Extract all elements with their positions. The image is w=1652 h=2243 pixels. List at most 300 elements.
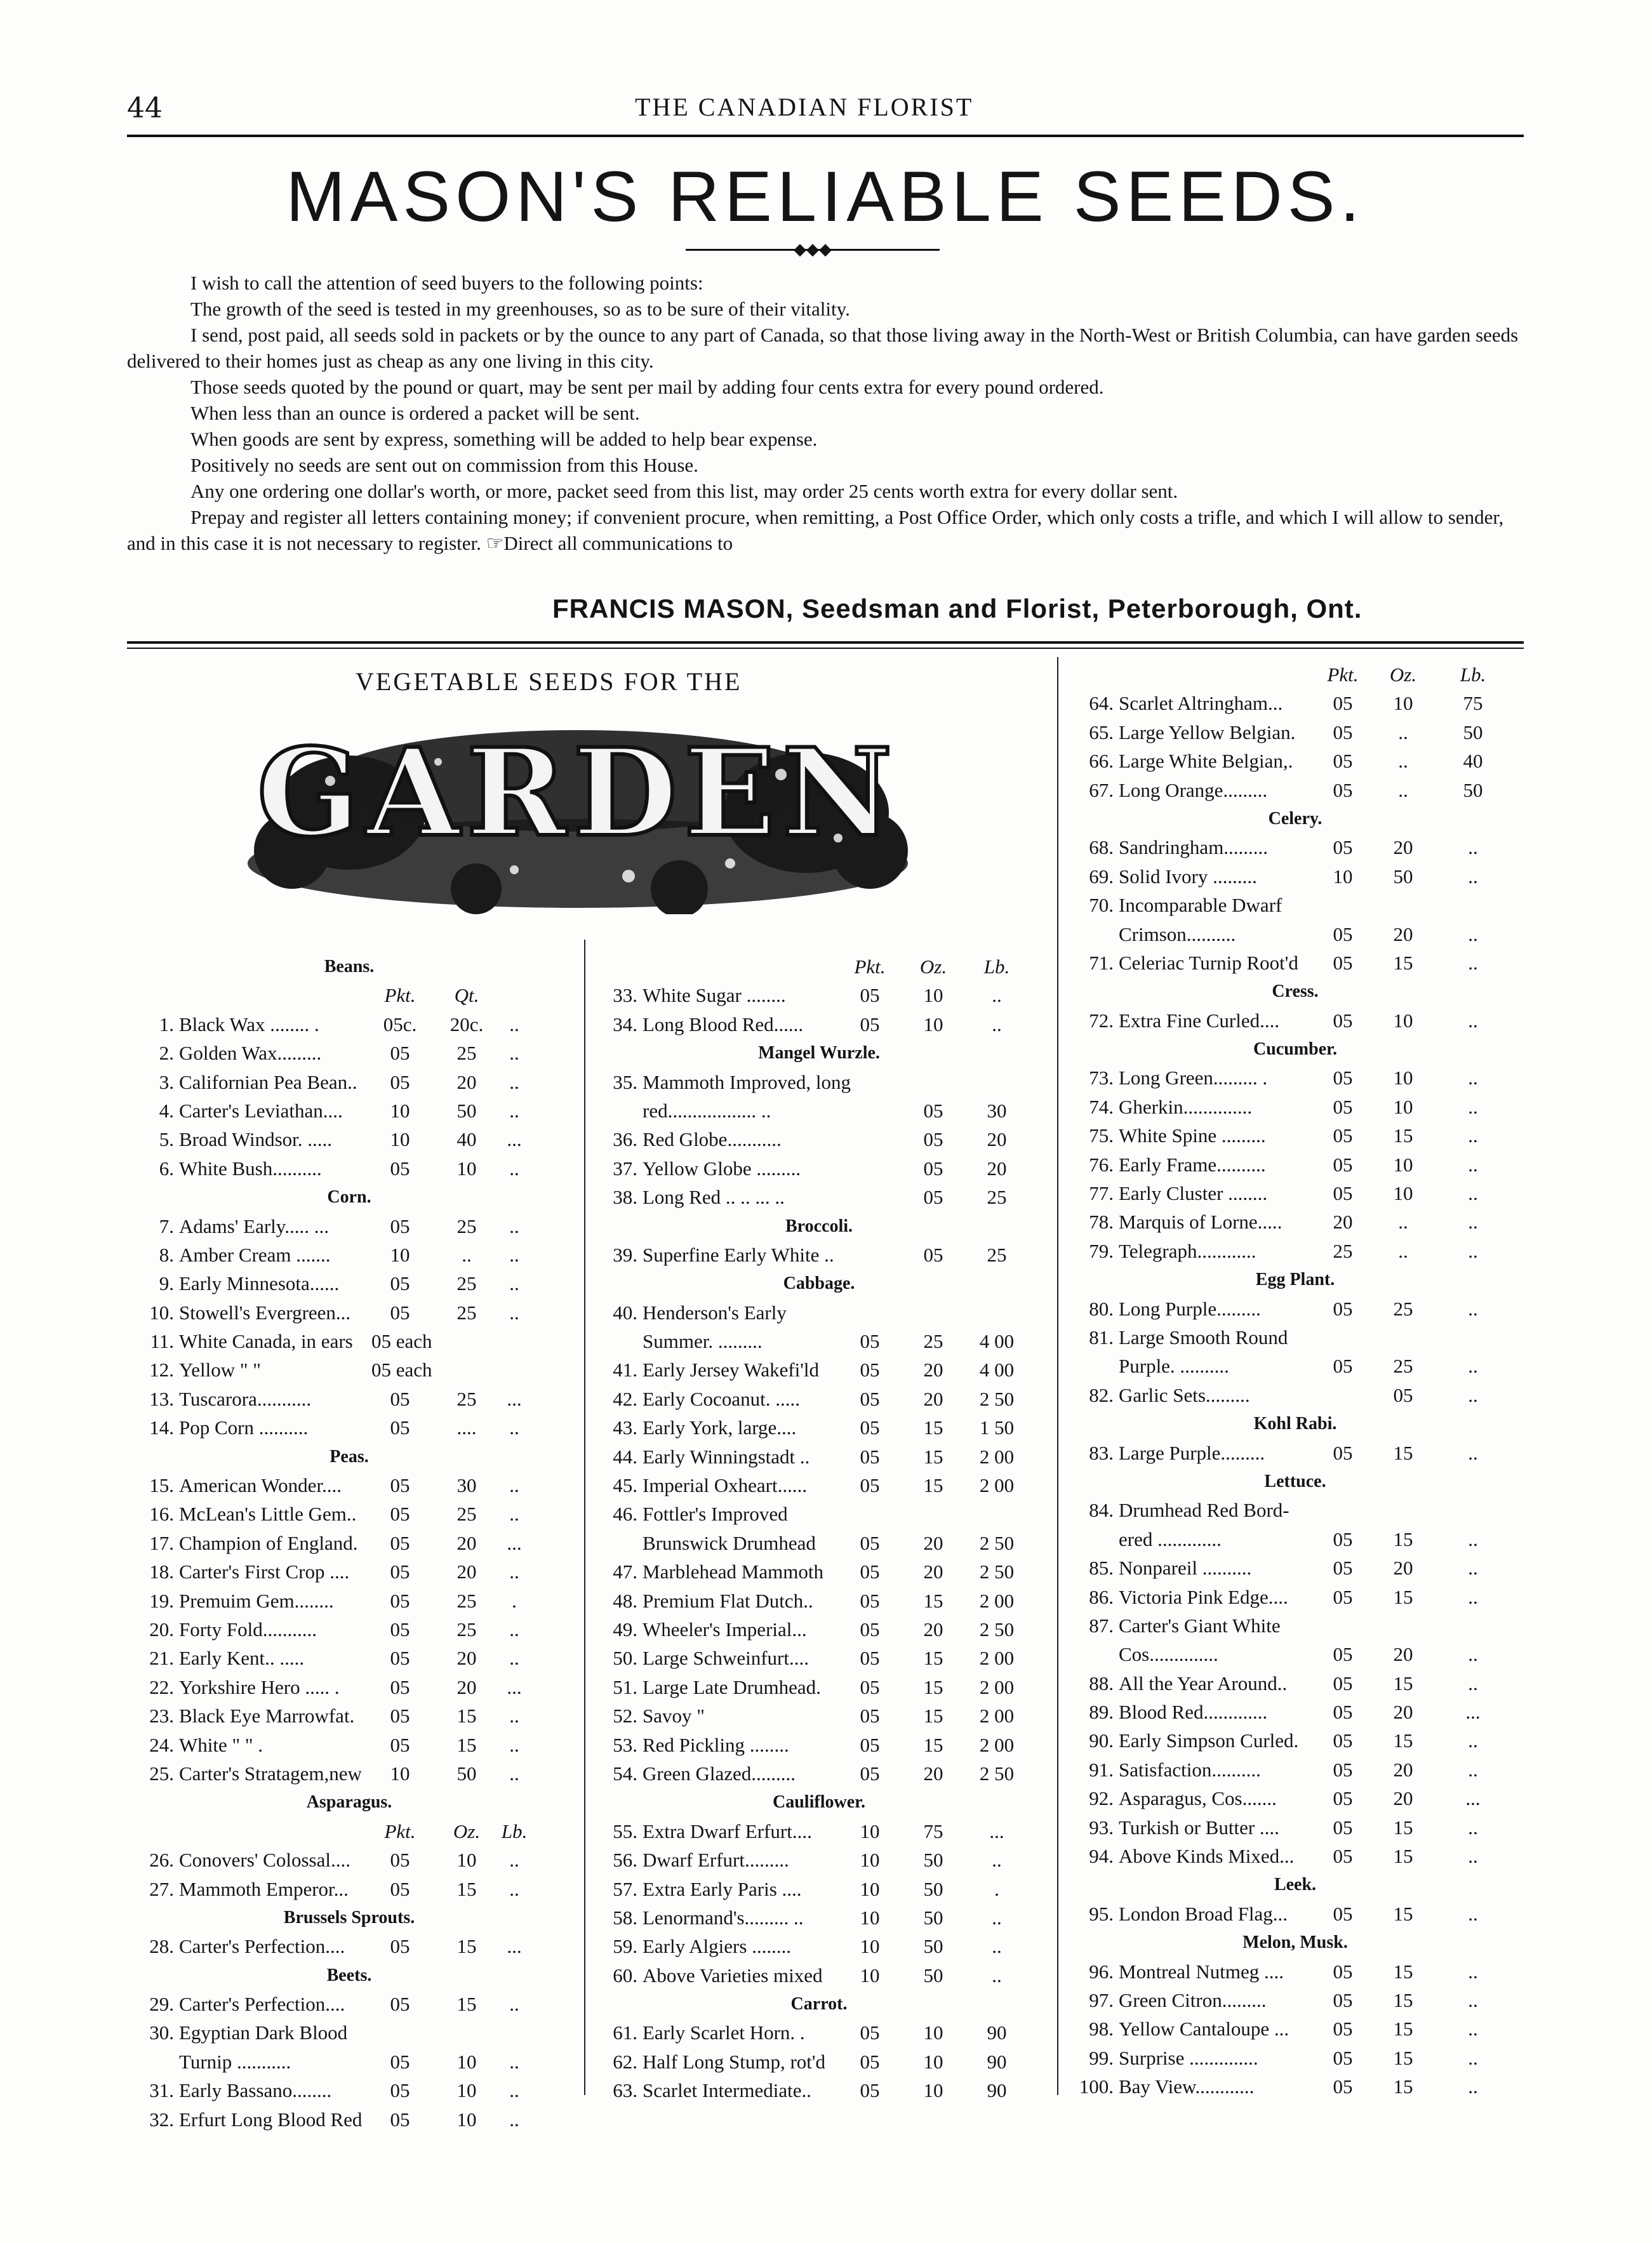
seed-name: Large Schweinfurt.... [643,1647,809,1670]
item-number: 29. [149,1993,174,2016]
seed-row [1067,1726,1524,1755]
price-pound: 2 00 [979,1647,1015,1670]
price-pound: .. [992,1964,1002,1987]
price-ounce: 15 [923,1675,943,1698]
price-packet: 05 [1333,692,1353,715]
seed-name: Premium Flat Dutch.. [643,1589,813,1612]
price-packet: 05 [390,1733,410,1756]
seed-name: Large Yellow Belgian. [1119,721,1296,743]
seed-row [590,1701,1048,1730]
item-number: 5. [159,1128,174,1151]
category-name: Kohl Rabi. [1253,1414,1337,1434]
item-number: 88. [1089,1672,1114,1694]
category-name: Cauliflower. [773,1792,865,1813]
price-pound: .. [509,1993,519,2016]
seed-name: Long Orange......... [1119,778,1268,801]
item-number: 14. [149,1416,174,1439]
seed-row [590,2076,1048,2105]
seed-name: Early Frame.......... [1119,1153,1266,1176]
seed-name: Turkish or Butter .... [1119,1816,1279,1839]
seed-row [590,1442,1048,1471]
seed-name: Broad Windsor. ..... [179,1128,333,1151]
seed-name: Savoy " [643,1705,705,1727]
price-packet: 10 [390,1099,410,1122]
item-number: 19. [149,1589,174,1612]
price-pound: .. [509,1070,519,1093]
price-packet: 05 [390,1387,410,1410]
item-number: 85. [1089,1557,1114,1580]
price-ounce: 20 [923,1561,943,1583]
item-number: 26. [149,1849,174,1872]
seed-name: Tuscarora........... [179,1387,312,1410]
item-number: 34. [613,1013,637,1035]
price-packet: 05 [390,1849,410,1872]
price-pound: .. [509,1013,519,1035]
price-packet: 05 [860,1359,880,1381]
price-ounce: 20 [923,1387,943,1410]
header-rule [127,135,1524,137]
price-ounce: 20 [1393,1557,1413,1580]
item-number: 64. [1089,692,1114,715]
price-packet: 05 [1333,1729,1353,1752]
seed-name: Amber Cream ....... [179,1243,331,1266]
price-ounce: 15 [456,1705,477,1727]
item-number: 15. [149,1474,174,1497]
price-pound: 2 50 [979,1618,1015,1641]
item-number: 68. [1089,836,1114,859]
price-pound: 90 [987,2050,1007,2073]
item-number: 27. [149,1877,174,1900]
price-pound: . [512,1589,517,1612]
price-ounce: 15 [1393,1528,1413,1550]
seed-row [590,1615,1048,1644]
item-number: 99. [1089,2046,1114,2069]
item-number: 30. [149,2021,174,2044]
price-pound: .. [992,984,1002,1007]
price-ounce: Oz. [1389,663,1417,686]
item-number: 69. [1089,865,1114,888]
price-pound: 2 00 [979,1589,1015,1612]
seed-row [590,1903,1048,1932]
price-ounce: 15 [1393,1585,1413,1608]
seed-name: Superfine Early White .. [643,1243,834,1266]
item-number: 54. [613,1762,637,1785]
item-number: 8. [159,1243,174,1266]
seed-category-heading [1067,1035,1524,1063]
seed-row [127,1529,571,1557]
seed-row [127,1701,571,1730]
seed-row [1067,747,1524,775]
seed-row [1067,1093,1524,1121]
seed-row [590,1817,1048,1846]
price-pound: .. [1468,1297,1478,1320]
seed-name: Brunswick Drumhead [643,1531,816,1554]
price-pound: .. [509,1243,519,1266]
seed-name: Half Long Stump, rot'd [643,2050,826,2073]
price-ounce: 15 [456,1993,477,2016]
seed-name: White Spine ......... [1119,1124,1266,1147]
price-ounce: 50 [456,1099,477,1122]
price-ounce: 25 [1393,1297,1413,1320]
seed-row [590,1068,1048,1096]
seed-name: Pop Corn .......... [179,1416,309,1439]
price-ounce: 15 [923,1647,943,1670]
seed-category-heading [1067,804,1524,833]
seed-name: Red Pickling ........ [643,1733,789,1756]
seed-row [127,1010,571,1039]
seed-column-2 [590,952,1048,2105]
category-name: Brussels Sprouts. [283,1907,415,1927]
price-ounce: 20 [1393,1643,1413,1666]
item-number: 25. [149,1762,174,1785]
page-title: MASON'S RELIABLE SEEDS. [286,157,1365,236]
seed-name: Early Minnesota...... [179,1272,340,1295]
price-packet: 05 [390,2050,410,2073]
seed-name: Drumhead Red Bord- [1119,1499,1289,1522]
price-packet: 05 [860,1618,880,1641]
seed-row [590,1644,1048,1672]
seed-row [590,1759,1048,1788]
price-pound: .. [509,1042,519,1065]
intro-paragraph: I send, post paid, all seeds sold in packets or by the ounce to any part of Canada, so that those living away in the North-West or British Columbia, can have garden seeds delivered to their homes just as cheap as any one living in this city. [127,324,1519,372]
item-number: 12. [149,1359,174,1381]
price-pound: ... [507,1387,522,1410]
seed-name: White " " . [179,1733,263,1756]
price-packet: 05 [1333,1297,1353,1320]
item-number: 51. [613,1675,637,1698]
seed-row [127,1875,571,1903]
item-number: 61. [613,2021,637,2044]
seed-row [127,1212,571,1241]
price-ounce: 10 [1393,1009,1413,1032]
seed-row [1067,920,1524,948]
price-packet: 10 [390,1243,410,1266]
item-number: 56. [613,1849,637,1872]
seed-name: Early Kent.. ..... [179,1647,305,1670]
item-number: 9. [159,1272,174,1295]
price-packet: 05 [1333,1124,1353,1147]
item-number: 90. [1089,1729,1114,1752]
price-packet: 05 [860,2021,880,2044]
seed-name: Green Glazed......... [643,1762,796,1785]
seed-name: Black Wax ........ . [179,1013,319,1035]
price-ounce: 05 [923,1157,943,1180]
seed-name: Sandringham......... [1119,836,1269,859]
item-number: 2. [159,1042,174,1065]
seed-name: Champion of England. [179,1531,358,1554]
seed-row [590,1557,1048,1586]
item-number: 97. [1089,1988,1114,2011]
item-number: 91. [1089,1758,1114,1781]
seed-row [590,1961,1048,1990]
seed-name: Early Jersey Wakefi'ld [643,1359,819,1381]
seed-row [127,1990,571,2018]
price-pound: .. [1468,922,1478,945]
seed-row [590,1241,1048,1269]
seed-name: Marquis of Lorne..... [1119,1211,1282,1234]
item-number: 48. [613,1589,637,1612]
price-pound: .. [1468,1729,1478,1752]
price-pound: .. [1468,836,1478,859]
price-packet: Pkt. [1327,663,1359,686]
price-ounce: 50 [923,1849,943,1872]
seed-name: Nonpareil .......... [1119,1557,1252,1580]
price-ounce: 10 [923,984,943,1007]
price-pound: .. [1468,1355,1478,1378]
seed-name: Long Green......... . [1119,1067,1268,1089]
price-packet: 05 [1333,836,1353,859]
price-ounce: 25 [456,1387,477,1410]
item-number: 37. [613,1157,637,1180]
price-ounce: .. [462,1243,472,1266]
price-pound: .. [509,1877,519,1900]
seed-category-heading [127,1183,571,1211]
item-number: 86. [1089,1585,1114,1608]
price-packet: 10 [390,1128,410,1151]
item-number: 3. [159,1070,174,1093]
price-packet: 25 [1333,1239,1353,1262]
price-ounce: 15 [1393,1902,1413,1925]
seed-name: Black Eye Marrowfat. [179,1705,355,1727]
seed-row [127,1587,571,1615]
seed-category-heading [590,1039,1048,1067]
price-packet: 05 [390,1474,410,1497]
price-ounce: 15 [923,1733,943,1756]
price-packet: 05 [1333,1557,1353,1580]
price-pound: ... [507,1531,522,1554]
seed-row [590,1125,1048,1154]
item-number: 59. [613,1935,637,1958]
item-number: 89. [1089,1701,1114,1724]
seed-category-heading [1067,1928,1524,1957]
price-pound: .. [1468,1182,1478,1205]
seed-category-heading [1067,1467,1524,1496]
seed-row [590,1471,1048,1500]
intro-paragraph: When less than an ounce is ordered a packet will be sent. [190,402,640,424]
price-pound: .. [1468,1758,1478,1781]
item-number: 98. [1089,2018,1114,2040]
price-ounce: 05 [923,1186,943,1209]
price-ounce: 10 [923,2079,943,2102]
seed-row [127,1154,571,1183]
item-number: 10. [149,1301,174,1324]
section-rule-thin [127,648,1524,649]
price-packet: 10 [860,1820,880,1842]
seed-name: Scarlet Intermediate.. [643,2079,811,2102]
category-name: Asparagus. [306,1792,392,1813]
price-pound: .. [1468,2018,1478,2040]
seed-row [127,1068,571,1096]
intro-paragraph: I wish to call the attention of seed buyers to the following points: [190,272,703,294]
price-ounce: 10 [456,2108,477,2131]
price-pound: .. [1468,1902,1478,1925]
item-number: 60. [613,1964,637,1987]
price-packet: 05 [860,1675,880,1698]
price-packet: 20 [1333,1211,1353,1234]
price-packet: 05 [860,1561,880,1583]
price-pound: 2 00 [979,1675,1015,1698]
seed-name: Conovers' Colossal.... [179,1849,350,1872]
seed-name: Mammoth Improved, long [643,1070,851,1093]
price-packet: 05 [1333,1787,1353,1810]
price-packet: 05 [390,1301,410,1324]
seed-row [1067,1179,1524,1208]
price-pound: ... [989,1820,1004,1842]
price-ounce: 25 [456,1301,477,1324]
category-name: Mangel Wurzle. [758,1043,880,1063]
seed-name: Early Scarlet Horn. . [643,2021,805,2044]
price-packet: 05 [860,2079,880,2102]
item-number: 67. [1089,778,1114,801]
seed-category-heading [590,1788,1048,1816]
seed-name: Stowell's Evergreen... [179,1301,351,1324]
seed-name: Californian Pea Bean.. [179,1070,357,1093]
price-ounce: .. [1398,721,1408,743]
price-ounce: 15 [923,1445,943,1468]
seed-name: Early Cluster ........ [1119,1182,1268,1205]
seed-name: Large Smooth Round [1119,1326,1288,1348]
seed-row [127,1759,571,1788]
price-ounce: 05 [923,1099,943,1122]
garden-art-lettering: GARDEN [256,722,899,863]
price-pound: .. [509,1762,519,1785]
price-pound: ... [507,1128,522,1151]
price-pound: ... [1465,1701,1481,1724]
price-pound: .. [509,1503,519,1526]
item-number: 78. [1089,1211,1114,1234]
seed-row [127,1355,571,1384]
seed-name: Lenormand's......... .. [643,1906,804,1929]
price-ounce: 50 [923,1877,943,1900]
seed-row [127,1673,571,1701]
price-packet: 05 [1333,1441,1353,1464]
seed-name: Bay View............ [1119,2075,1255,2098]
price-ounce: 20 [1393,1787,1413,1810]
price-pound: 2 50 [979,1531,1015,1554]
seed-category-heading [127,1788,571,1816]
price-ounce: 20 [456,1675,477,1698]
seed-name: Fottler's Improved [643,1503,788,1526]
price-ounce: 15 [1393,1988,1413,2011]
seed-row [127,1932,571,1960]
seed-list-banner: VEGETABLE SEEDS FOR THE [356,667,742,696]
item-number: 42. [613,1387,637,1410]
seed-row [590,1587,1048,1615]
price-packet: 10 [860,1964,880,1987]
category-name: Corn. [327,1187,371,1208]
price-pound: .. [509,1099,519,1122]
signature-line: FRANCIS MASON, Seedsman and Florist, Peterborough, Ont. [552,594,1362,623]
seed-row [590,1096,1048,1125]
item-number: 57. [613,1877,637,1900]
item-number: 58. [613,1906,637,1929]
price-packet: 05 [390,1877,410,1900]
seed-name: Large White Belgian,. [1119,750,1293,773]
price-pound: 4 00 [979,1330,1015,1353]
price-packet: 05 [860,1762,880,1785]
price-packet: 05 each [371,1359,432,1381]
price-pound: 2 00 [979,1445,1015,1468]
price-packet: 05 [860,1445,880,1468]
seed-row [1067,1784,1524,1813]
price-pound: 1 50 [979,1416,1015,1439]
item-number: 47. [613,1561,637,1583]
seed-row [127,1644,571,1672]
item-number: 45. [613,1474,637,1497]
price-pound: .. [509,1705,519,1727]
seed-name: Yorkshire Hero ..... . [179,1675,340,1698]
seed-row [127,1327,571,1355]
seed-row [127,1731,571,1759]
seed-name: Cos.............. [1119,1643,1218,1666]
seed-name: Yellow " " [179,1359,261,1381]
seed-row [1067,1900,1524,1928]
price-packet: 05 [390,1416,410,1439]
seed-row [590,1673,1048,1701]
seed-row [1067,1669,1524,1698]
seed-name: Solid Ivory ......... [1119,865,1257,888]
price-ounce: 15 [1393,2075,1413,2098]
price-ounce: 15 [1393,1729,1413,1752]
price-pound: .. [509,1416,519,1439]
intro-paragraph: Any one ordering one dollar's worth, or more, packet seed from this list, may order 25 cents worth extra for every dollar sent. [190,480,1178,502]
seed-name: Carter's Perfection.... [179,1993,345,2016]
price-pound: 2 00 [979,1733,1015,1756]
price-column-header [1067,660,1524,689]
price-packet: 05 [1333,1758,1353,1781]
seed-row [1067,1813,1524,1842]
price-pound: .. [1468,865,1478,888]
item-number: 18. [149,1561,174,1583]
price-packet: 05 [1333,1355,1353,1378]
price-ounce: 50 [923,1906,943,1929]
price-packet: 05 [860,1589,880,1612]
price-column-header [590,952,1048,981]
price-ounce: 05 [923,1128,943,1151]
category-name: Beans. [324,957,375,976]
seed-row [127,1413,571,1442]
seed-name: Crimson.......... [1119,922,1236,945]
seed-name: McLean's Little Gem.. [179,1503,357,1526]
price-pound: .. [1468,1528,1478,1550]
item-number: 4. [159,1099,174,1122]
price-pound: .. [1468,1095,1478,1118]
seed-name: Celeriac Turnip Root'd [1119,951,1298,974]
item-number: 81. [1089,1326,1114,1348]
price-pound: 4 00 [979,1359,1015,1381]
price-packet: 05 [390,1935,410,1958]
seed-row [127,1557,571,1586]
seed-row [590,1010,1048,1039]
price-ounce: 25 [456,1618,477,1641]
price-ounce: Qt. [454,984,479,1007]
seed-name: Carter's Stratagem,new [179,1762,362,1785]
price-pound: .. [1468,1557,1478,1580]
seed-name: Forty Fold........... [179,1618,317,1641]
price-packet: 05 [390,1705,410,1727]
price-packet: 05 [860,1733,880,1756]
price-pound: .. [1468,1124,1478,1147]
price-ounce: 50 [456,1762,477,1785]
price-ounce: 25 [456,1215,477,1237]
category-name: Cabbage. [783,1274,855,1294]
price-packet: 10 [1333,865,1353,888]
intro-paragraph: Positively no seeds are sent out on commission from this House. [190,454,698,476]
price-pound: 50 [1463,778,1483,801]
price-ounce: 50 [1393,865,1413,888]
price-pound: 90 [987,2021,1007,2044]
price-packet: 05 [390,1042,410,1065]
